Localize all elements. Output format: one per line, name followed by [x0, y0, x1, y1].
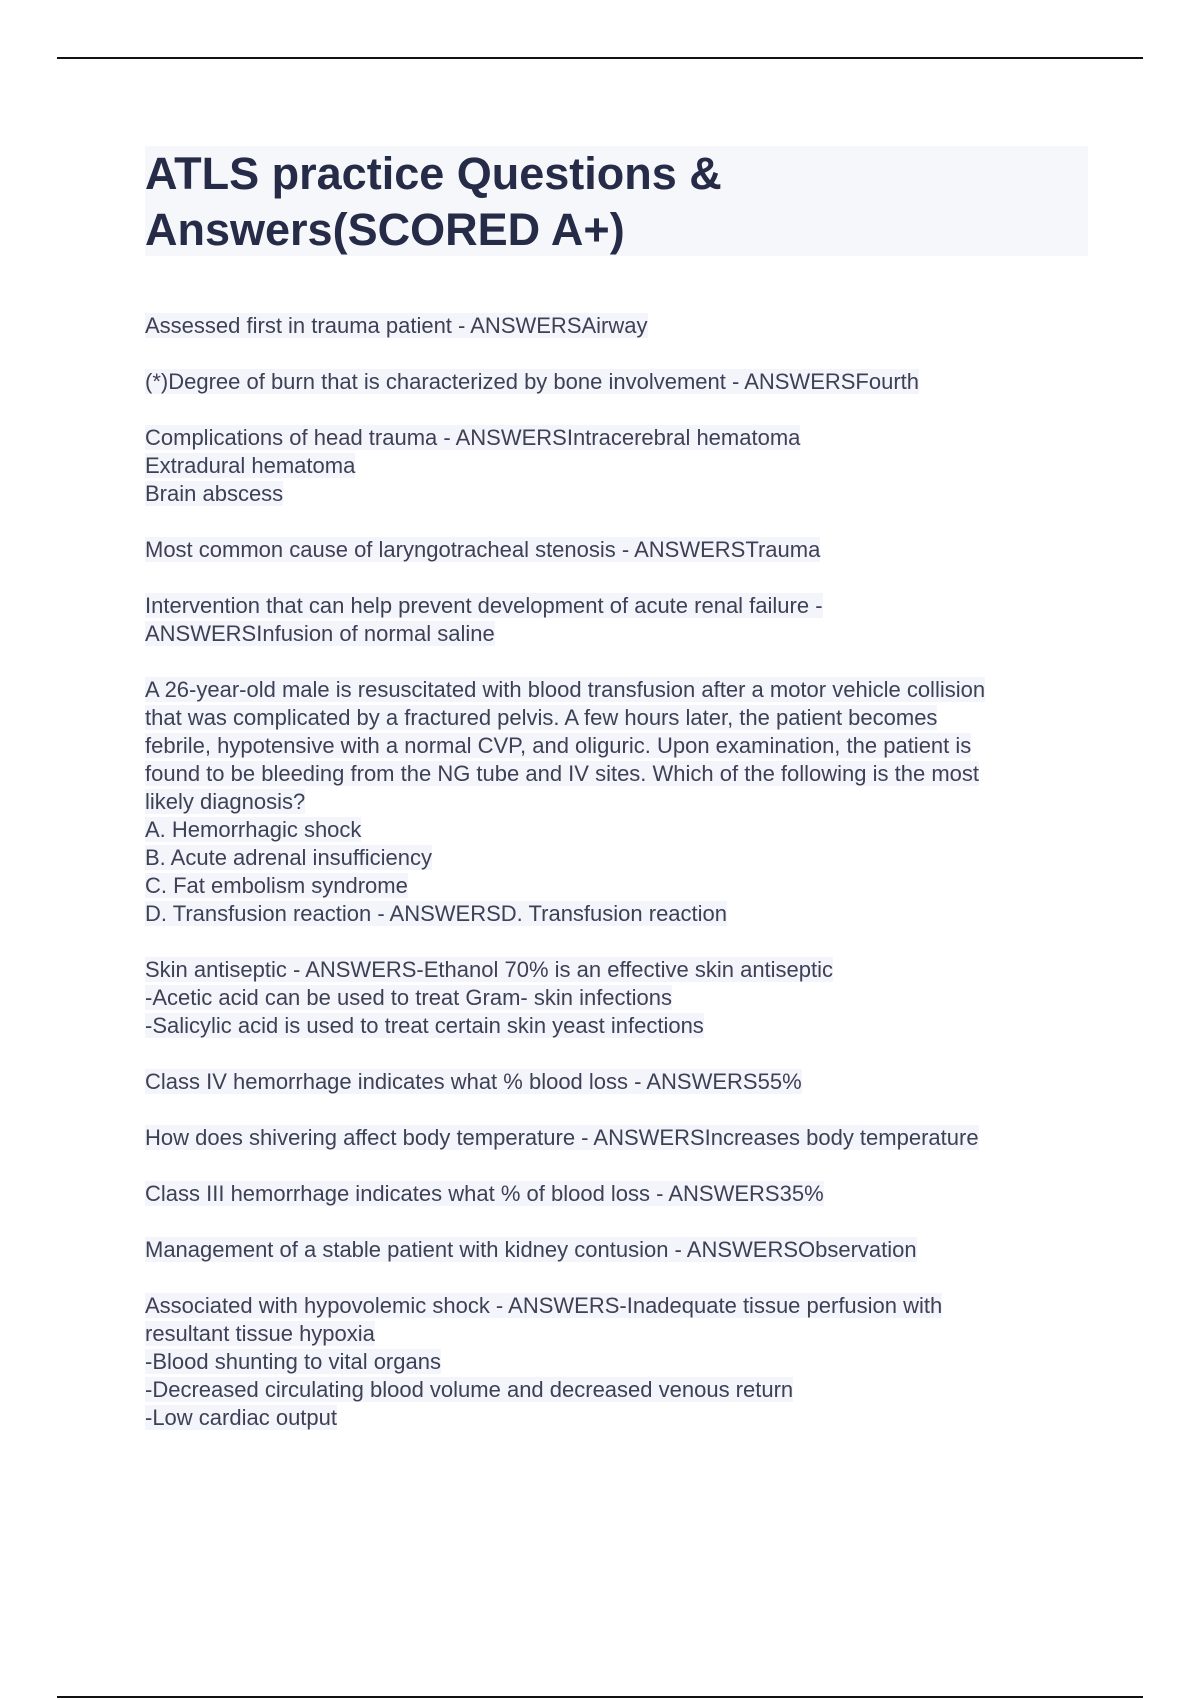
qa-line: -Salicylic acid is used to treat certain skin yeast infections [145, 1013, 704, 1038]
qa-entry [145, 592, 1085, 648]
qa-list [145, 312, 1085, 1460]
qa-line: Most common cause of laryngotracheal stenosis - ANSWERSTrauma [145, 537, 821, 562]
qa-line: D. Transfusion reaction - ANSWERSD. Transfusion reaction [145, 901, 728, 926]
title-line: ATLS practice Questions & [145, 148, 722, 199]
qa-line: ANSWERSInfusion of normal saline [145, 621, 495, 646]
top-divider [57, 57, 1143, 59]
qa-line: Complications of head trauma - ANSWERSIntracerebral hematoma [145, 425, 801, 450]
qa-line: -Blood shunting to vital organs [145, 1349, 441, 1374]
qa-entry [145, 368, 1085, 396]
qa-line: -Acetic acid can be used to treat Gram- skin infections [145, 985, 673, 1010]
qa-line: -Decreased circulating blood volume and decreased venous return [145, 1377, 794, 1402]
title-block [145, 146, 1088, 256]
qa-line: Brain abscess [145, 481, 284, 506]
qa-line: -Low cardiac output [145, 1405, 337, 1430]
qa-line: febrile, hypotensive with a normal CVP, and oliguric. Upon examination, the patient is [145, 733, 972, 758]
bottom-divider [57, 1696, 1143, 1698]
qa-line: Management of a stable patient with kidney contusion - ANSWERSObservation [145, 1237, 917, 1262]
qa-line: How does shivering affect body temperature - ANSWERSIncreases body temperature [145, 1125, 979, 1150]
qa-line: likely diagnosis? [145, 789, 306, 814]
qa-entry [145, 1180, 1085, 1208]
qa-line: A. Hemorrhagic shock [145, 817, 362, 842]
qa-line: that was complicated by a fractured pelvis. A few hours later, the patient becomes [145, 705, 938, 730]
qa-entry [145, 676, 1085, 928]
qa-entry [145, 1068, 1085, 1096]
qa-entry [145, 1292, 1085, 1432]
qa-line: resultant tissue hypoxia [145, 1321, 375, 1346]
qa-line: C. Fat embolism syndrome [145, 873, 408, 898]
title-line: Answers(SCORED A+) [145, 204, 625, 255]
qa-entry [145, 312, 1085, 340]
qa-entry [145, 536, 1085, 564]
qa-entry [145, 956, 1085, 1040]
qa-line: Class III hemorrhage indicates what % of blood loss - ANSWERS35% [145, 1181, 824, 1206]
qa-line: found to be bleeding from the NG tube and IV sites. Which of the following is the most [145, 761, 980, 786]
qa-line: (*)Degree of burn that is characterized by bone involvement - ANSWERSFourth [145, 369, 920, 394]
qa-line: Associated with hypovolemic shock - ANSWERS-Inadequate tissue perfusion with [145, 1293, 943, 1318]
qa-line: Assessed first in trauma patient - ANSWERSAirway [145, 313, 648, 338]
qa-line: Class IV hemorrhage indicates what % blood loss - ANSWERS55% [145, 1069, 802, 1094]
qa-line: B. Acute adrenal insufficiency [145, 845, 432, 870]
qa-line: Intervention that can help prevent development of acute renal failure - [145, 593, 823, 618]
qa-line: Extradural hematoma [145, 453, 356, 478]
qa-entry [145, 1124, 1085, 1152]
qa-entry [145, 1236, 1085, 1264]
document-title [145, 146, 1088, 258]
qa-entry [145, 424, 1085, 508]
qa-line: Skin antiseptic - ANSWERS-Ethanol 70% is an effective skin antiseptic [145, 957, 834, 982]
qa-line: A 26-year-old male is resuscitated with blood transfusion after a motor vehicle collision [145, 677, 986, 702]
